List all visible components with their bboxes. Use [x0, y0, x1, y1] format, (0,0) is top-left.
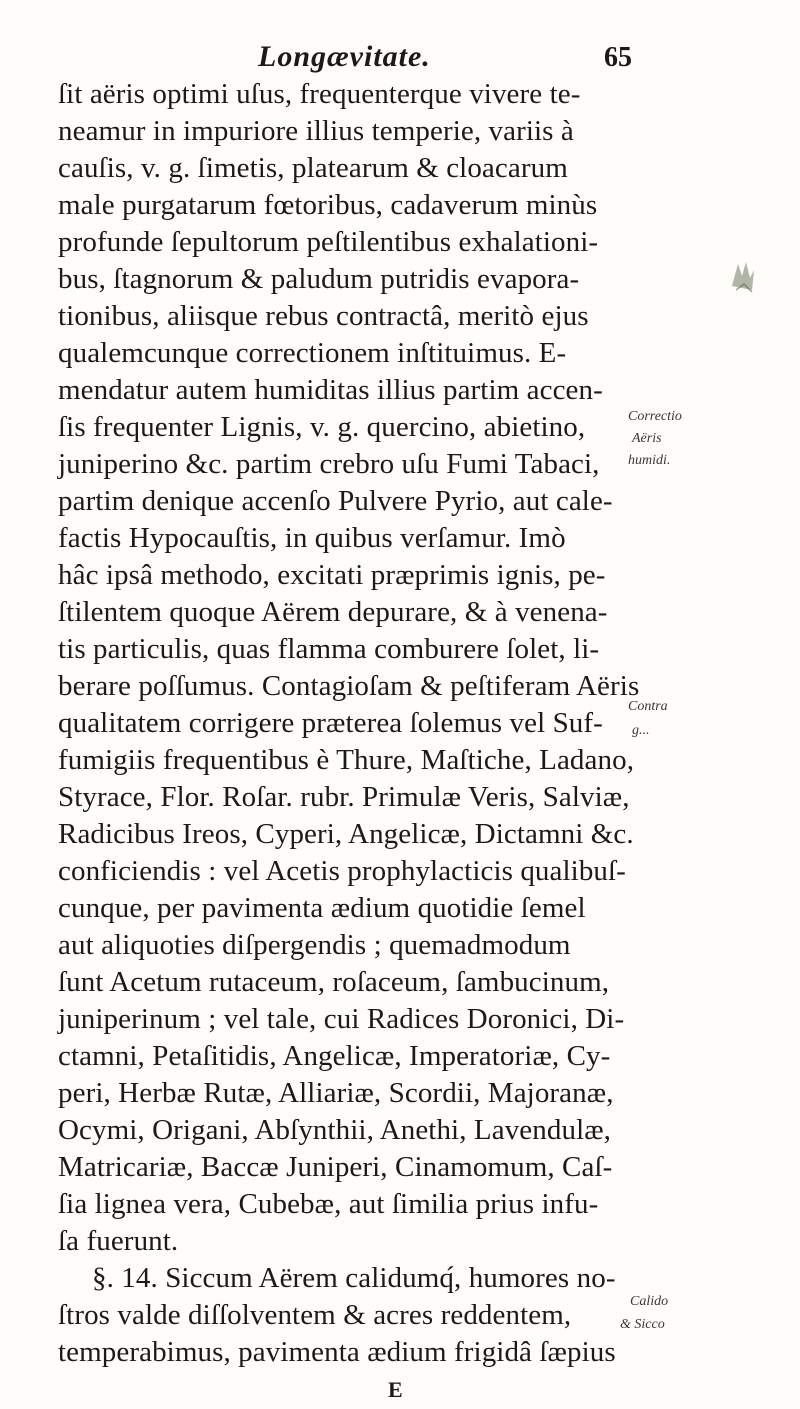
- margin-note: g...: [632, 723, 650, 738]
- page-number: 65: [604, 42, 632, 73]
- margin-note: Contra: [628, 699, 668, 714]
- text-line: neamur in impuriore illius temperie, variis à: [58, 115, 574, 147]
- text-line: ctamni, Petaſitidis, Angelicæ, Imperatoriæ, Cy-: [58, 1040, 611, 1072]
- text-line: factis Hypocauſtis, in quibus verſamur. Imò: [58, 522, 566, 554]
- margin-note: Correctio: [628, 409, 682, 424]
- text-line: berare poſſumus. Contagioſam & peſtiferam Aëris: [58, 670, 640, 702]
- text-line: bus, ſtagnorum & paludum putridis evapora-: [58, 263, 580, 295]
- text-line: tionibus, aliisque rebus contractâ, meritò ejus: [58, 300, 589, 332]
- ink-smudge-icon: [722, 256, 768, 298]
- text-line: profunde ſepultorum peſtilentibus exhalationi-: [58, 226, 599, 258]
- text-line: temperabimus, pavimenta ædium frigidâ ſæpius: [58, 1336, 616, 1368]
- text-line: hâc ipsâ methodo, excitati præprimis ignis, pe-: [58, 559, 606, 591]
- text-line: Styrace, Flor. Roſar. rubr. Primulæ Veris, Salviæ,: [58, 781, 630, 813]
- text-line: juniperino &c. partim crebro uſu Fumi Tabaci,: [58, 448, 600, 480]
- text-line: juniperinum ; vel tale, cui Radices Doronici, Di-: [58, 1003, 625, 1035]
- section-heading-line: §. 14. Siccum Aërem calidumq́, humores no-: [92, 1262, 616, 1294]
- text-line: Radicibus Ireos, Cyperi, Angelicæ, Dictamni &c.: [58, 818, 634, 850]
- text-line: tis particulis, quas flamma comburere ſolet, li-: [58, 633, 600, 665]
- text-line: ſis frequenter Lignis, v. g. quercino, abietino,: [58, 411, 586, 443]
- text-line: qualemcunque correctionem inſtituimus. E-: [58, 337, 567, 369]
- text-line: cunque, per pavimenta ædium quotidie ſemel: [58, 892, 586, 924]
- text-line: partim denique accenſo Pulvere Pyrio, aut cale-: [58, 485, 613, 517]
- text-line: conficiendis : vel Acetis prophylacticis qualibuſ-: [58, 855, 626, 887]
- margin-note: Calido: [630, 1294, 669, 1309]
- text-line: ſunt Acetum rutaceum, roſaceum, ſambucinum,: [58, 966, 610, 998]
- text-line: Ocymi, Origani, Abſynthii, Anethi, Lavendulæ,: [58, 1114, 612, 1146]
- margin-note: & Sicco: [620, 1317, 665, 1332]
- margin-note: Aëris: [632, 431, 662, 446]
- text-line: cauſis, v. g. ſimetis, platearum & cloacarum: [58, 152, 568, 184]
- text-line: ſa fuerunt.: [58, 1225, 179, 1257]
- text-line: fumigiis frequentibus è Thure, Maſtiche, Ladano,: [58, 744, 635, 776]
- text-line: aut aliquoties diſpergendis ; quemadmodum: [58, 929, 571, 961]
- running-title: Longævitate.: [258, 40, 431, 73]
- text-line: male purgatarum fœtoribus, cadaverum minùs: [58, 189, 598, 221]
- text-line: ſtilentem quoque Aërem depurare, & à venena-: [58, 596, 608, 628]
- text-line: ſtros valde diſſolventem & acres reddentem,: [58, 1299, 572, 1331]
- margin-note: humidi.: [628, 453, 671, 468]
- text-line: mendatur autem humiditas illius partim accen-: [58, 374, 603, 406]
- signature-mark: E: [388, 1377, 403, 1402]
- text-line: qualitatem corrigere præterea ſolemus vel Suf-: [58, 707, 603, 739]
- text-line: ſit aëris optimi uſus, frequenterque vivere te-: [58, 78, 581, 110]
- text-line: ſia lignea vera, Cubebæ, aut ſimilia prius infu-: [58, 1188, 599, 1220]
- text-line: Matricariæ, Baccæ Juniperi, Cinamomum, Caſ-: [58, 1151, 613, 1183]
- text-line: peri, Herbæ Rutæ, Alliariæ, Scordii, Majoranæ,: [58, 1077, 614, 1109]
